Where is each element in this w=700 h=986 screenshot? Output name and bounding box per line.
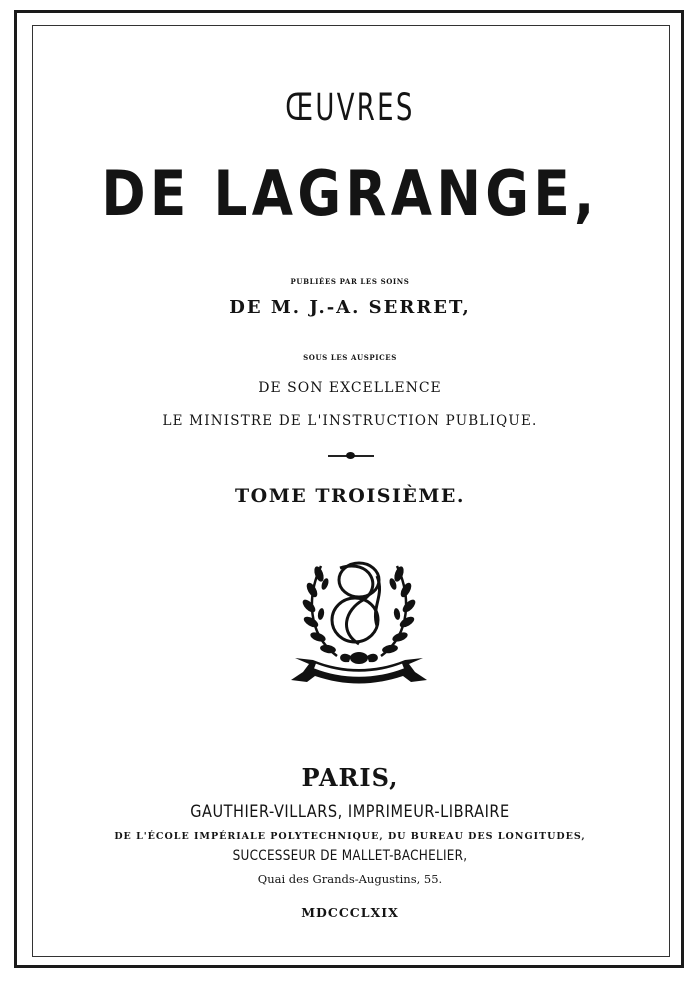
publisher-line: GAUTHIER-VILLARS, IMPRIMEUR-LIBRAIRE	[190, 802, 510, 821]
ministre-line: LE MINISTRE DE L'INSTRUCTION PUBLIQUE.	[162, 413, 538, 429]
oeuvres-heading: ŒUVRES	[285, 86, 415, 129]
city-line: PARIS,	[301, 763, 399, 792]
publisher-affiliation-line: DE L'ÉCOLE IMPÉRIALE POLYTECHNIQUE, DU BUREAU DES LONGITUDES,	[114, 831, 586, 842]
successeur-line: SUCCESSEUR DE MALLET-BACHELIER,	[232, 848, 468, 864]
tome-line: TOME TROISIÈME.	[235, 485, 465, 507]
auspices-line: SOUS LES AUSPICES	[303, 353, 397, 362]
ornamental-rule-center	[346, 452, 355, 459]
publication-year: MDCCCLXIX	[301, 905, 399, 920]
editor-line: DE M. J.-A. SERRET,	[229, 297, 471, 318]
publiees-par-line: PUBLIÉES PAR LES SOINS	[290, 277, 410, 286]
excellence-line: DE SON EXCELLENCE	[258, 380, 442, 396]
main-title: DE LAGRANGE,	[101, 157, 599, 230]
address-line: Quai des Grands-Augustins, 55.	[257, 872, 443, 886]
laurel-monogram-emblem-icon	[285, 548, 433, 698]
